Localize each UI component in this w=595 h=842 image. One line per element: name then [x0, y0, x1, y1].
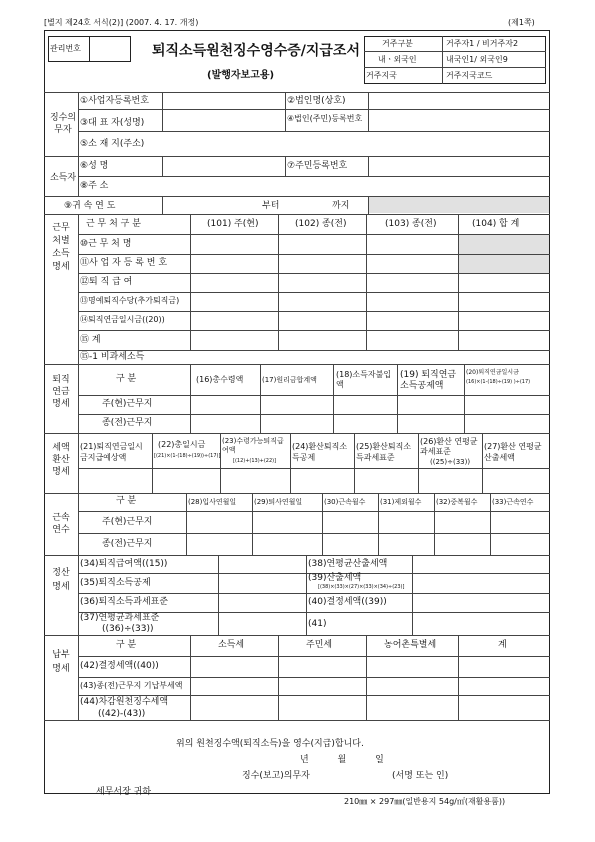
earner-resident-no: ⑦주민등록번호	[287, 161, 348, 171]
payment-r3: (44)차감원천징수세액	[80, 697, 169, 707]
footer-date: 년 월 일	[300, 755, 384, 765]
service-col-leave: (29)퇴사연월일	[254, 498, 303, 506]
service-row-previous: 종(전)근무지	[102, 539, 153, 549]
service-col-join: (28)입사연월일	[188, 498, 237, 506]
payment-col-resident: 주민세	[306, 640, 333, 650]
income-col-3: (103) 종(전)	[385, 219, 437, 229]
taxconv-c3: (23)수령가능퇴직급여액	[222, 437, 284, 454]
footer-sign: (서명 또는 인)	[392, 771, 449, 781]
resident-value[interactable]: 거주자1 / 비거주자2	[446, 39, 519, 48]
pension-col-lump-formula: (16)×(1-(18)÷(19) )÷(17)	[466, 379, 531, 385]
period-from: 부터	[262, 201, 280, 211]
payment-r3-formula: ((42)-(43))	[98, 709, 146, 719]
payment-col-income: 소득세	[218, 640, 245, 650]
period-label: ⑨귀 속 연 도	[64, 201, 116, 211]
national-label: 내ㆍ외국인	[378, 55, 417, 64]
pension-col-0: 구 분	[116, 374, 137, 384]
service-col-years: (33)근속연수	[492, 498, 534, 506]
service-col-0: 구 분	[116, 496, 137, 506]
settle-l1: (34)퇴직급여액((15))	[80, 559, 168, 569]
payment-r2: (43)종(전)근무지 기납부세액	[80, 681, 183, 690]
taxconv-c6-formula: ((25)÷(33))	[430, 458, 471, 466]
footer-statement: 위의 원천징수액(퇴직소득)을 영수(지급)합니다.	[176, 739, 364, 749]
service-section-label: 근속연수	[52, 513, 70, 535]
pension-row-previous: 종(전)근무지	[102, 418, 153, 428]
income-row-salary: ⑫퇴 직 급 여	[80, 277, 133, 287]
country-code-label: 거주지국코드	[446, 71, 493, 80]
taxconv-c3-formula: [(12)+(13)+(22)]	[233, 458, 277, 464]
income-detail-section-label: 근무처별소득명세	[52, 223, 70, 272]
income-row-nontax: ⑮-1 비과세소득	[80, 352, 145, 362]
payer-address: ⑤소 재 지(주소)	[80, 139, 145, 149]
taxconv-c2-formula: [(21)×(1-(18)÷(19))÷(17)]	[154, 453, 221, 459]
settle-r4: (41)	[308, 619, 327, 629]
income-row-honorary: ⑬명예퇴직수당(추가퇴직금)	[80, 296, 180, 305]
earner-section-label: 소득자	[49, 173, 77, 183]
page-indicator: (제1쪽)	[508, 18, 535, 27]
taxconv-c6: (26)환산 연평균과세표준	[420, 437, 478, 456]
settle-r2-formula: [(38)×(33)×(27)×(33)×(34)÷(23)]	[318, 584, 405, 590]
earner-address: ⑧주 소	[80, 181, 109, 191]
taxconv-section-label: 세액환산명세	[52, 443, 70, 477]
income-col-0: 근 무 처 구 분	[86, 219, 141, 229]
country-label: 거주지국	[366, 71, 397, 80]
income-row-biz-no: ⑪사 업 자 등 록 번 호	[80, 258, 168, 268]
period-to: 까지	[332, 201, 350, 211]
settle-l4: (37)연평균과세표준	[80, 613, 160, 623]
pension-section-label: 퇴직연금명세	[52, 375, 70, 409]
earner-name: ⑥성 명	[80, 161, 109, 171]
settle-l3: (36)퇴직소득과세표준	[80, 597, 169, 607]
service-row-current: 주(현)근무지	[102, 517, 153, 527]
pension-col-deduction: (19) 퇴직연금소득공제액	[400, 370, 457, 391]
form-title: 퇴직소득원천징수영수증/지급조서	[152, 43, 360, 59]
taxconv-c4: (24)환산퇴직소득공제	[292, 442, 348, 462]
mgmt-label: 관리번호	[50, 44, 81, 53]
taxconv-c2: (22)총일시금	[158, 440, 206, 449]
form-subtitle: (발행자보고용)	[207, 70, 275, 81]
footer-paper-spec: 210㎜ × 297㎜(일반용지 54g/㎡(재활용품))	[344, 797, 506, 806]
pension-row-current: 주(현)근무지	[102, 399, 153, 409]
service-col-overlap: (32)중복월수	[436, 498, 478, 506]
mgmt-number-field[interactable]	[89, 36, 131, 62]
taxconv-c5: (25)환산퇴직소득과세표준	[356, 442, 412, 462]
payment-section-label: 납부명세	[52, 650, 70, 674]
settle-l2: (35)퇴직소득공제	[80, 578, 151, 588]
form-number: [별지 제24호 서식(2)] (2007. 4. 17. 개정)	[44, 18, 199, 27]
footer-collector: 징수(보고)의무자	[242, 771, 310, 781]
settle-l4-formula: ((36)÷(33))	[102, 624, 154, 634]
settle-r3: (40)결정세액((39))	[308, 597, 387, 607]
pension-col-contrib: (18)소득자불입액	[336, 370, 392, 389]
taxconv-c7: (27)환산 연평균 산출세액	[484, 442, 542, 462]
payment-col-0: 구 분	[116, 640, 137, 650]
pension-col-principal: (17)원리금합계액	[262, 376, 317, 384]
service-col-excluded: (31)제외월수	[380, 498, 422, 506]
settle-r2: (39)산출세액	[308, 573, 362, 583]
payer-rep: ③대 표 자(성명)	[80, 118, 145, 128]
settle-r1: (38)연평균산출세액	[308, 559, 388, 569]
resident-label: 거주구분	[382, 39, 413, 48]
payer-section-label: 징수의무자	[49, 113, 77, 135]
payer-biz-no: ①사업자등록번호	[80, 96, 149, 106]
settle-section-label: 정산명세	[52, 568, 70, 592]
income-col-4: (104) 합 계	[472, 219, 520, 229]
payment-col-total: 계	[498, 640, 507, 650]
payment-col-rural: 농어촌특별세	[384, 640, 437, 650]
payer-corp-reg: ④법인(주민)등록번호	[287, 114, 363, 123]
income-col-1: (101) 주(현)	[207, 219, 259, 229]
income-row-workplace: ⑩근 무 처 명	[80, 239, 132, 249]
payer-corp-name: ②법인명(상호)	[287, 96, 346, 106]
taxconv-c1: (21)퇴직연금일시금지급예상액	[80, 442, 143, 462]
income-row-total: ⑮ 계	[80, 335, 101, 345]
pension-col-total: (16)총수령액	[196, 375, 244, 384]
footer-office: 세무서장 귀하	[96, 787, 152, 797]
service-col-months: (30)근속월수	[324, 498, 366, 506]
payment-r1: (42)결정세액((40))	[80, 661, 159, 671]
national-value[interactable]: 내국인1/ 외국인9	[446, 55, 508, 64]
income-row-pension-lump: ⑭퇴직연금일시금((20))	[80, 315, 165, 324]
income-col-2: (102) 종(전)	[295, 219, 347, 229]
pension-col-lump: (20)퇴직연금일시금	[466, 369, 519, 376]
